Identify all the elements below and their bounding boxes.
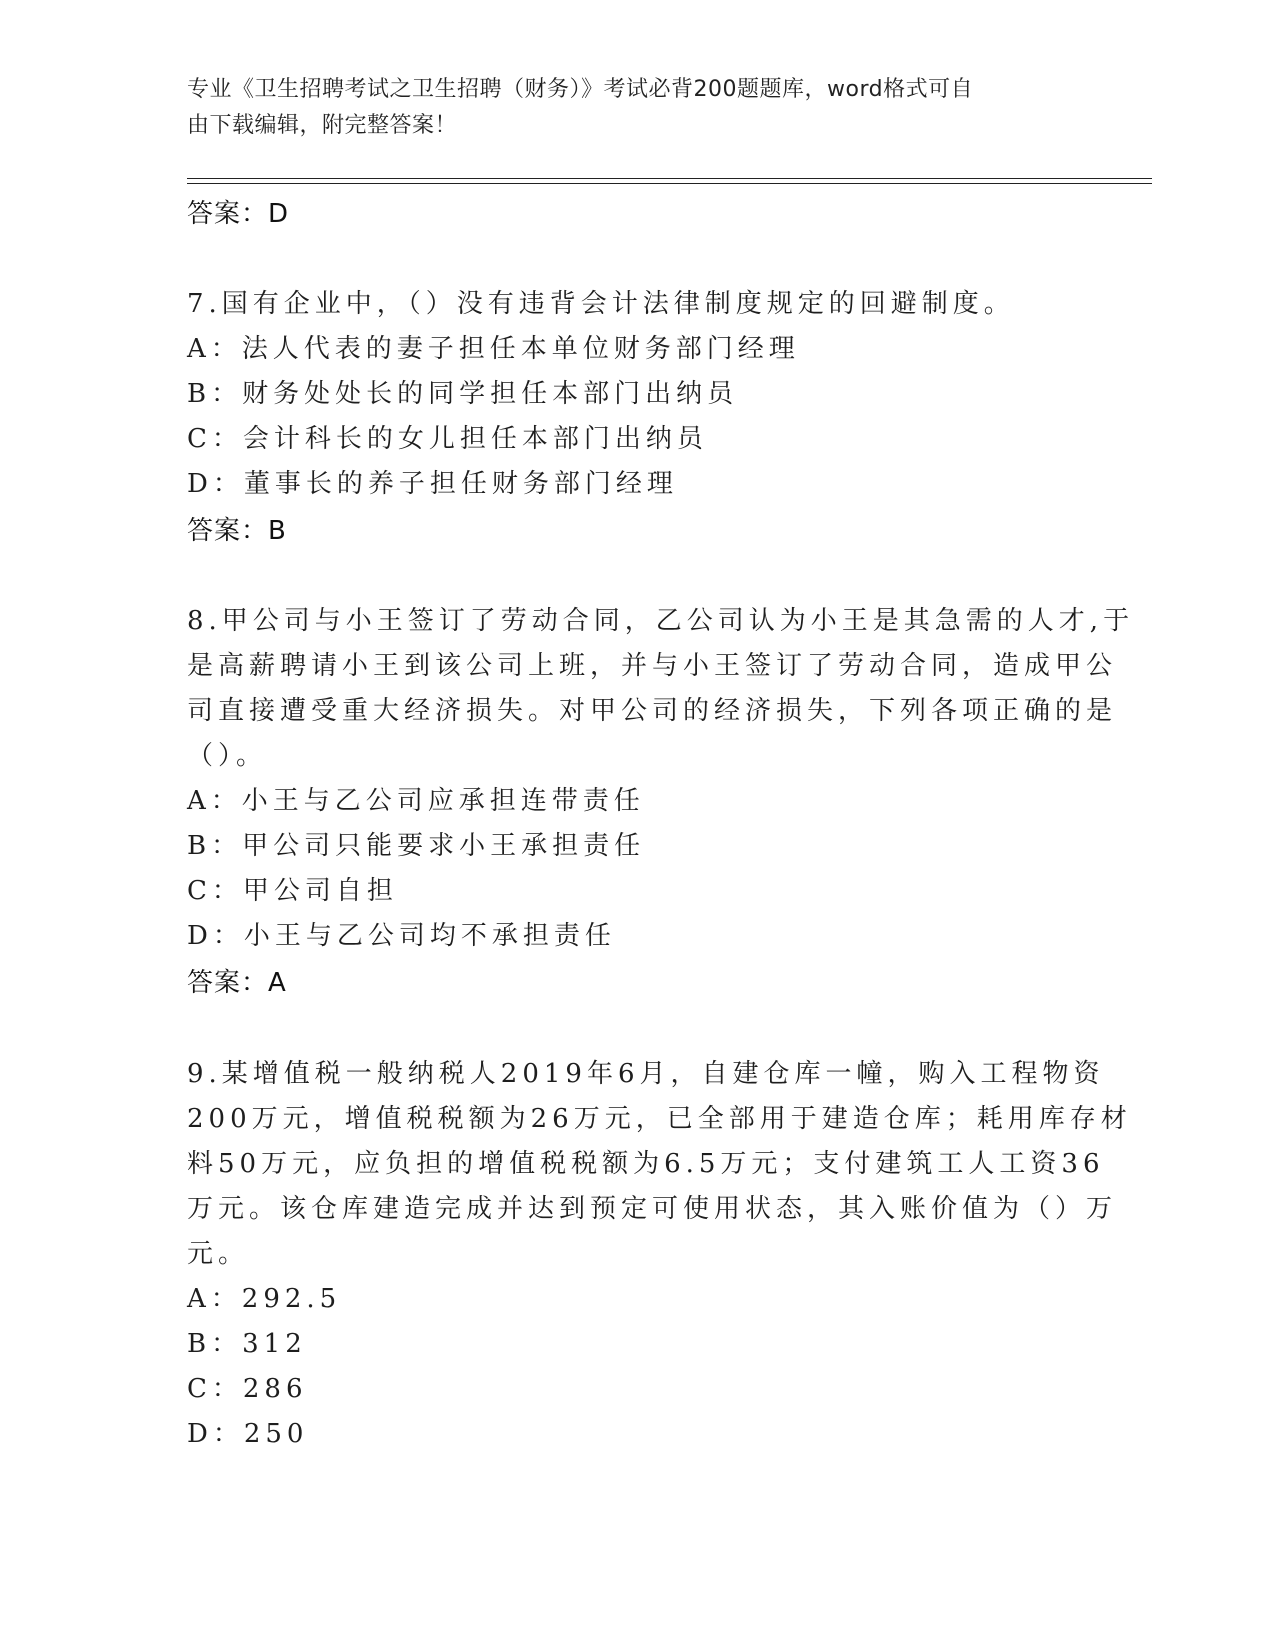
header-rule-top bbox=[187, 178, 1152, 179]
header-rule-bottom bbox=[187, 183, 1152, 184]
answer-q6: 答案：D bbox=[187, 199, 290, 229]
question-9-stem-line-5: 元。 bbox=[187, 1239, 250, 1269]
question-7-stem: 7.国有企业中，（）没有违背会计法律制度规定的回避制度。 bbox=[187, 289, 1015, 319]
answer-q8: 答案：A bbox=[187, 968, 287, 998]
question-8-option-d: D：小王与乙公司均不承担责任 bbox=[187, 921, 616, 951]
answer-q7: 答案：B bbox=[187, 516, 287, 546]
question-8-option-b: B：甲公司只能要求小王承担责任 bbox=[187, 831, 646, 861]
question-7-option-d: D：董事长的养子担任财务部门经理 bbox=[187, 469, 678, 499]
question-8-option-a: A：小王与乙公司应承担连带责任 bbox=[187, 786, 645, 816]
question-8-stem-line-1: 8.甲公司与小王签订了劳动合同，乙公司认为小王是其急需的人才,于 bbox=[187, 606, 1135, 636]
header-line-2: 由下载编辑，附完整答案！ bbox=[187, 113, 458, 138]
question-7-option-a: A：法人代表的妻子担任本单位财务部门经理 bbox=[187, 334, 800, 364]
question-9-option-c: C：286 bbox=[187, 1374, 308, 1404]
question-8-stem-line-2: 是高薪聘请小王到该公司上班，并与小王签订了劳动合同，造成甲公 bbox=[187, 651, 1118, 681]
question-8-stem-line-4: （）。 bbox=[187, 741, 268, 771]
question-8-option-c: C：甲公司自担 bbox=[187, 876, 398, 906]
page-header bbox=[187, 72, 1067, 144]
question-9-stem-line-4: 万元。该仓库建造完成并达到预定可使用状态，其入账价值为（）万 bbox=[187, 1194, 1118, 1224]
header-line-1: 专业《卫生招聘考试之卫生招聘（财务）》考试必背200题题库，word格式可自 bbox=[187, 77, 974, 102]
question-7-option-c: C：会计科长的女儿担任本部门出纳员 bbox=[187, 424, 708, 454]
question-9-option-d: D：250 bbox=[187, 1419, 309, 1449]
question-9-stem-line-3: 料50万元，应负担的增值税税额为6.5万元；支付建筑工人工资36 bbox=[187, 1149, 1105, 1179]
question-9-stem-line-2: 200万元，增值税税额为26万元，已全部用于建造仓库；耗用库存材 bbox=[187, 1104, 1132, 1134]
question-9-stem-line-1: 9.某增值税一般纳税人2019年6月，自建仓库一幢，购入工程物资 bbox=[187, 1059, 1105, 1089]
question-9-option-b: B：312 bbox=[187, 1329, 307, 1359]
question-7-option-b: B：财务处处长的同学担任本部门出纳员 bbox=[187, 379, 739, 409]
question-9-option-a: A：292.5 bbox=[187, 1284, 342, 1314]
question-8-stem-line-3: 司直接遭受重大经济损失。对甲公司的经济损失，下列各项正确的是 bbox=[187, 696, 1118, 726]
